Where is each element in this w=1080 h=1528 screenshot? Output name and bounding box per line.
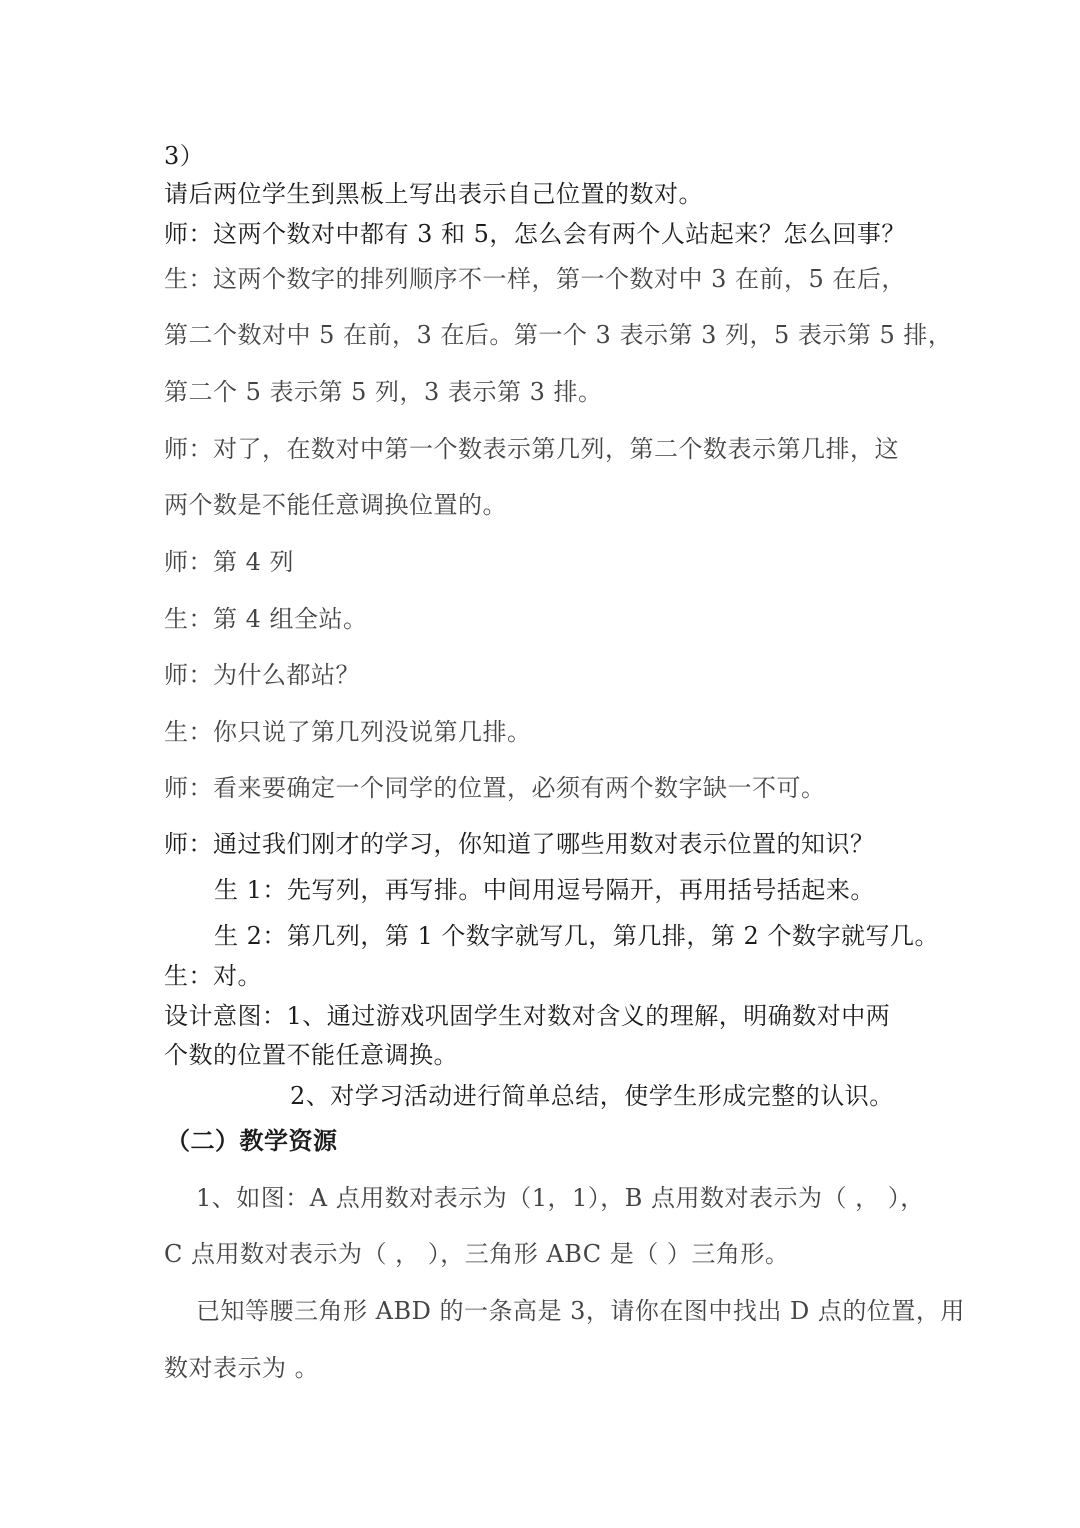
text-line: 生：你只说了第几列没说第几排。 xyxy=(164,718,532,746)
text-line: 师：看来要确定一个同学的位置，必须有两个数字缺一不可。 xyxy=(164,774,826,802)
text-line: 生 2：第几列，第 1 个数字就写几，第几排，第 2 个数字就写几。 xyxy=(214,922,939,950)
text-line: 3） xyxy=(164,142,205,170)
text-line: 已知等腰三角形 ABD 的一条高是 3，请你在图中找出 D 点的位置，用 xyxy=(196,1297,965,1325)
text-line: 师：为什么都站？ xyxy=(164,661,360,689)
text-line: 设计意图：1、通过游戏巩固学生对数对含义的理解，明确数对中两 xyxy=(164,1002,891,1030)
text-line: 师：第 4 列 xyxy=(164,548,295,576)
text-line: 个数的位置不能任意调换。 xyxy=(164,1041,458,1069)
text-line: 生：第 4 组全站。 xyxy=(164,605,368,633)
text-line: 请后两位学生到黑板上写出表示自己位置的数对。 xyxy=(164,180,703,208)
text-line: 师：对了，在数对中第一个数表示第几列，第二个数表示第几排，这 xyxy=(164,435,899,463)
text-line: 生：这两个数字的排列顺序不一样，第一个数对中 3 在前，5 在后， xyxy=(164,265,906,293)
text-line: 师：通过我们刚才的学习，你知道了哪些用数对表示位置的知识？ xyxy=(164,830,875,858)
text-line: 生：对。 xyxy=(164,962,262,990)
text-line: 数对表示为 。 xyxy=(164,1354,320,1382)
text-line: C 点用数对表示为（ ， ），三角形 ABC 是（ ）三角形。 xyxy=(164,1240,790,1268)
text-line: 2、对学习活动进行简单总结，使学生形成完整的认识。 xyxy=(290,1082,894,1110)
text-line: 生 1：先写列，再写排。中间用逗号隔开，再用括号括起来。 xyxy=(214,876,875,904)
section-heading: （二）教学资源 xyxy=(166,1127,338,1155)
text-line: 第二个数对中 5 在前，3 在后。第一个 3 表示第 3 列，5 表示第 5 排， xyxy=(164,321,953,349)
text-line: 师：这两个数对中都有 3 和 5，怎么会有两个人站起来？怎么回事？ xyxy=(164,220,906,248)
text-line: 第二个 5 表示第 5 列，3 表示第 3 排。 xyxy=(164,378,603,406)
text-line: 两个数是不能任意调换位置的。 xyxy=(164,491,507,519)
text-line: 1、如图：A 点用数对表示为（1，1），B 点用数对表示为（ ， ）， xyxy=(196,1184,925,1212)
